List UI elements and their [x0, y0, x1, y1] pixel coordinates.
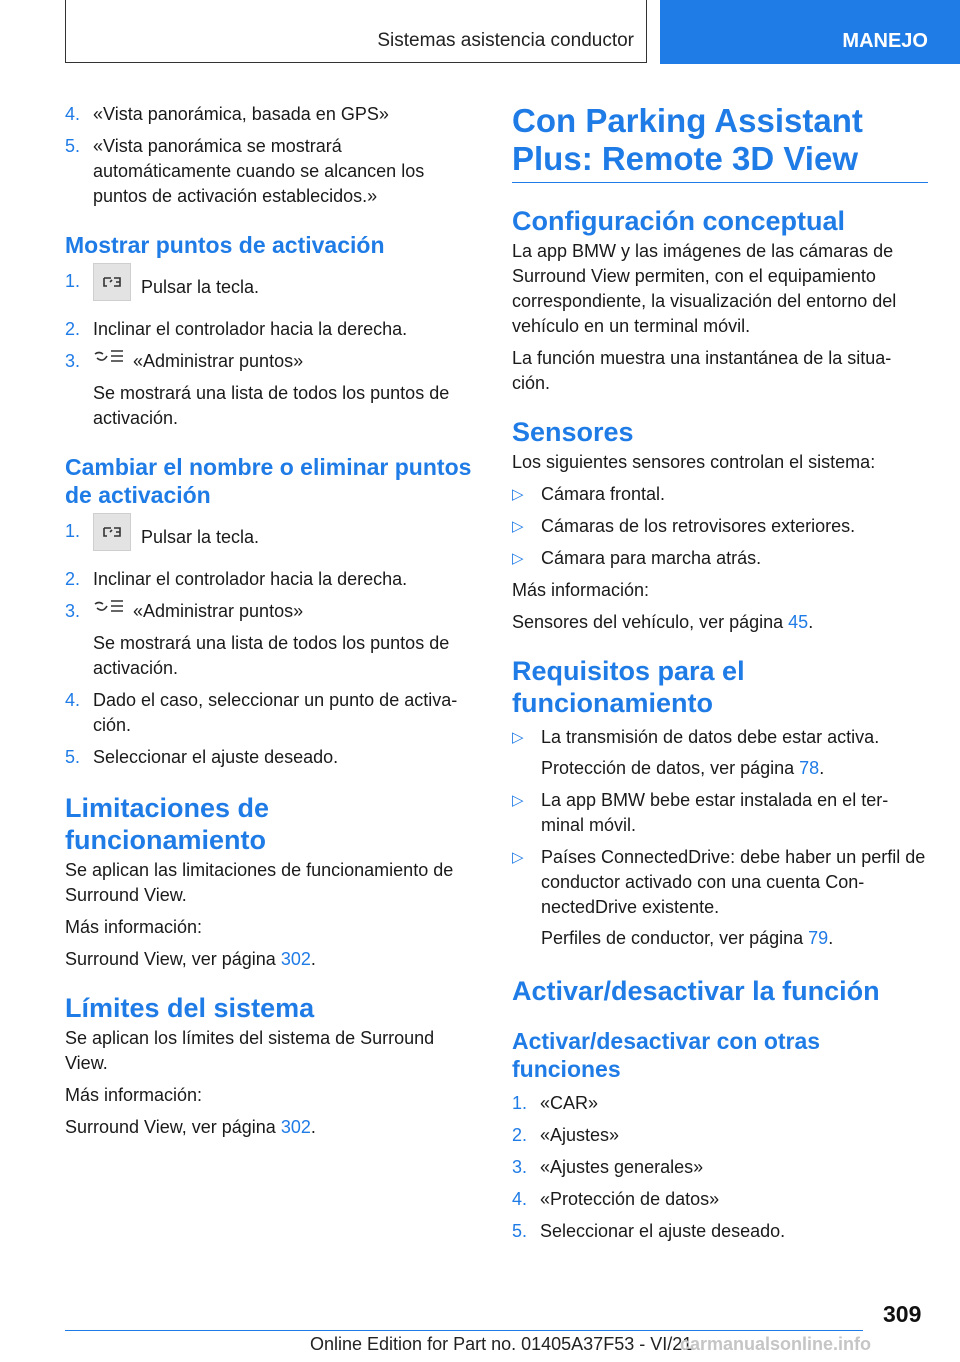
section-title: Sistemas asistencia conductor [377, 30, 634, 51]
triangle-bullet-icon: ▷ [512, 849, 524, 866]
paragraph: La app BMW y las imágenes de las cámaras de Surround View permiten, con el equipamiento correspondiente, la visualización del entorno del vehículo en un terminal móvil. [512, 241, 897, 336]
list-item: 3. «Ajustes generales» [512, 1157, 704, 1177]
list-item: 1. «CAR» [512, 1093, 599, 1113]
header-frame [65, 0, 647, 63]
subsection-heading: Activar/desactivar con otras funciones [512, 1028, 821, 1082]
section-heading: Limitaciones de funcionamiento [65, 792, 270, 855]
paragraph: Los siguientes sensores controlan el sistema: [512, 452, 876, 472]
list-item: 3. «Administrar puntos» Se mostrará una lista de todos los puntos de activación. [65, 599, 477, 681]
triangle-bullet-icon: ▷ [512, 486, 524, 503]
steps-list [65, 519, 477, 770]
page-link[interactable]: 45 [788, 612, 809, 632]
section-heading: Requisitos para el funcionamiento [512, 656, 745, 718]
paragraph: Más información: [65, 916, 203, 937]
section-heading: Límites del sistema [65, 992, 315, 1023]
list-item: 4. Dado el caso, seleccionar un punto de activa‐ción. [65, 689, 458, 735]
list-item: ▷ Cámara para marcha atrás. [512, 546, 928, 571]
continued-list [65, 102, 477, 209]
manage-points-icon [93, 348, 125, 373]
page-link[interactable]: 302 [280, 948, 311, 969]
left-column [65, 102, 477, 1147]
paragraph: La función muestra una instantánea de la situa‐ción. [512, 348, 892, 393]
list-item: 2. Inclinar el controlador hacia la derecha. [65, 568, 408, 589]
section-heading: Activar/desactivar la función [512, 976, 880, 1006]
paragraph: Más información: [512, 580, 650, 600]
list-item: 5. Seleccionar el ajuste deseado. [512, 1221, 786, 1241]
list-item: 2. «Ajustes» [512, 1125, 620, 1145]
paragraph: Se aplican los límites del sistema de Surround View. [65, 1027, 435, 1073]
list-item: 4. «Vista panorámica, basada en GPS» [65, 104, 389, 124]
requirements-list [512, 725, 928, 951]
camera-button-icon [93, 263, 131, 301]
sensor-list [512, 482, 928, 571]
triangle-bullet-icon: ▷ [512, 550, 524, 567]
list-item: 5. Seleccionar el ajuste deseado. [65, 746, 339, 767]
paragraph: Se aplican las limitaciones de funcionamiento de Surround View. [65, 859, 454, 905]
chapter-tab[interactable]: MANEJO [660, 0, 960, 64]
list-item: 1. Pulsar la tecla. [65, 519, 477, 557]
section-heading: Cambiar el nombre o eliminar puntos de activación [65, 453, 472, 508]
list-item: 1. Pulsar la tecla. [65, 269, 477, 307]
list-item: ▷ Cámara frontal. [512, 482, 928, 507]
page-reference: Surround View, ver página 302. [65, 948, 316, 969]
page-link[interactable]: 78 [799, 758, 820, 778]
list-item: 4. «Protección de datos» [512, 1189, 720, 1209]
list-item: ▷ La transmisión de datos debe estar activa. Protección de datos, ver página 78. [512, 727, 880, 778]
section-heading: Mostrar puntos de activación [65, 232, 385, 258]
edition-text: Online Edition for Part no. 01405A37F53 - VI/21 [310, 1334, 693, 1354]
manage-points-icon [93, 598, 125, 623]
triangle-bullet-icon: ▷ [512, 518, 524, 535]
section-heading: Sensores [512, 417, 634, 447]
page-reference: Sensores del vehículo, ver página 45. [512, 612, 814, 632]
paragraph: Más información: [65, 1084, 203, 1105]
list-item: 3. «Administrar puntos» Se mostrará una lista de todos los puntos de activación. [65, 349, 477, 431]
page-title: Con Parking Assistant Plus: Remote 3D View [512, 102, 928, 183]
list-item: ▷ Países ConnectedDrive: debe haber un perfil de conductor activado con una cuenta Con‐nectedDrive existente. Perfiles de conductor, ver página 79. [512, 847, 926, 948]
steps-list [512, 1091, 928, 1244]
camera-button-icon [93, 513, 131, 551]
triangle-bullet-icon: ▷ [512, 729, 524, 746]
list-item: ▷ Cámaras de los retrovisores exteriores. [512, 514, 928, 539]
footer-divider [65, 1330, 863, 1331]
triangle-bullet-icon: ▷ [512, 792, 524, 809]
page-link[interactable]: 79 [808, 928, 829, 948]
section-heading: Configuración conceptual [512, 206, 846, 236]
page-number: 309 [883, 1301, 922, 1327]
page-link[interactable]: 302 [280, 1116, 311, 1137]
watermark: carmanualsonline.info [680, 1334, 872, 1354]
list-item: 5. «Vista panorámica se mostrará automáticamente cuando se alcancen los puntos de activación establecidos.» [65, 136, 425, 206]
right-column [512, 102, 928, 1251]
list-item: 2. Inclinar el controlador hacia la derecha. [65, 319, 408, 339]
page-reference: Surround View, ver página 302. [65, 1116, 316, 1137]
steps-list [65, 269, 477, 431]
list-item: ▷ La app BMW bebe estar instalada en el ter‐minal móvil. [512, 790, 889, 835]
